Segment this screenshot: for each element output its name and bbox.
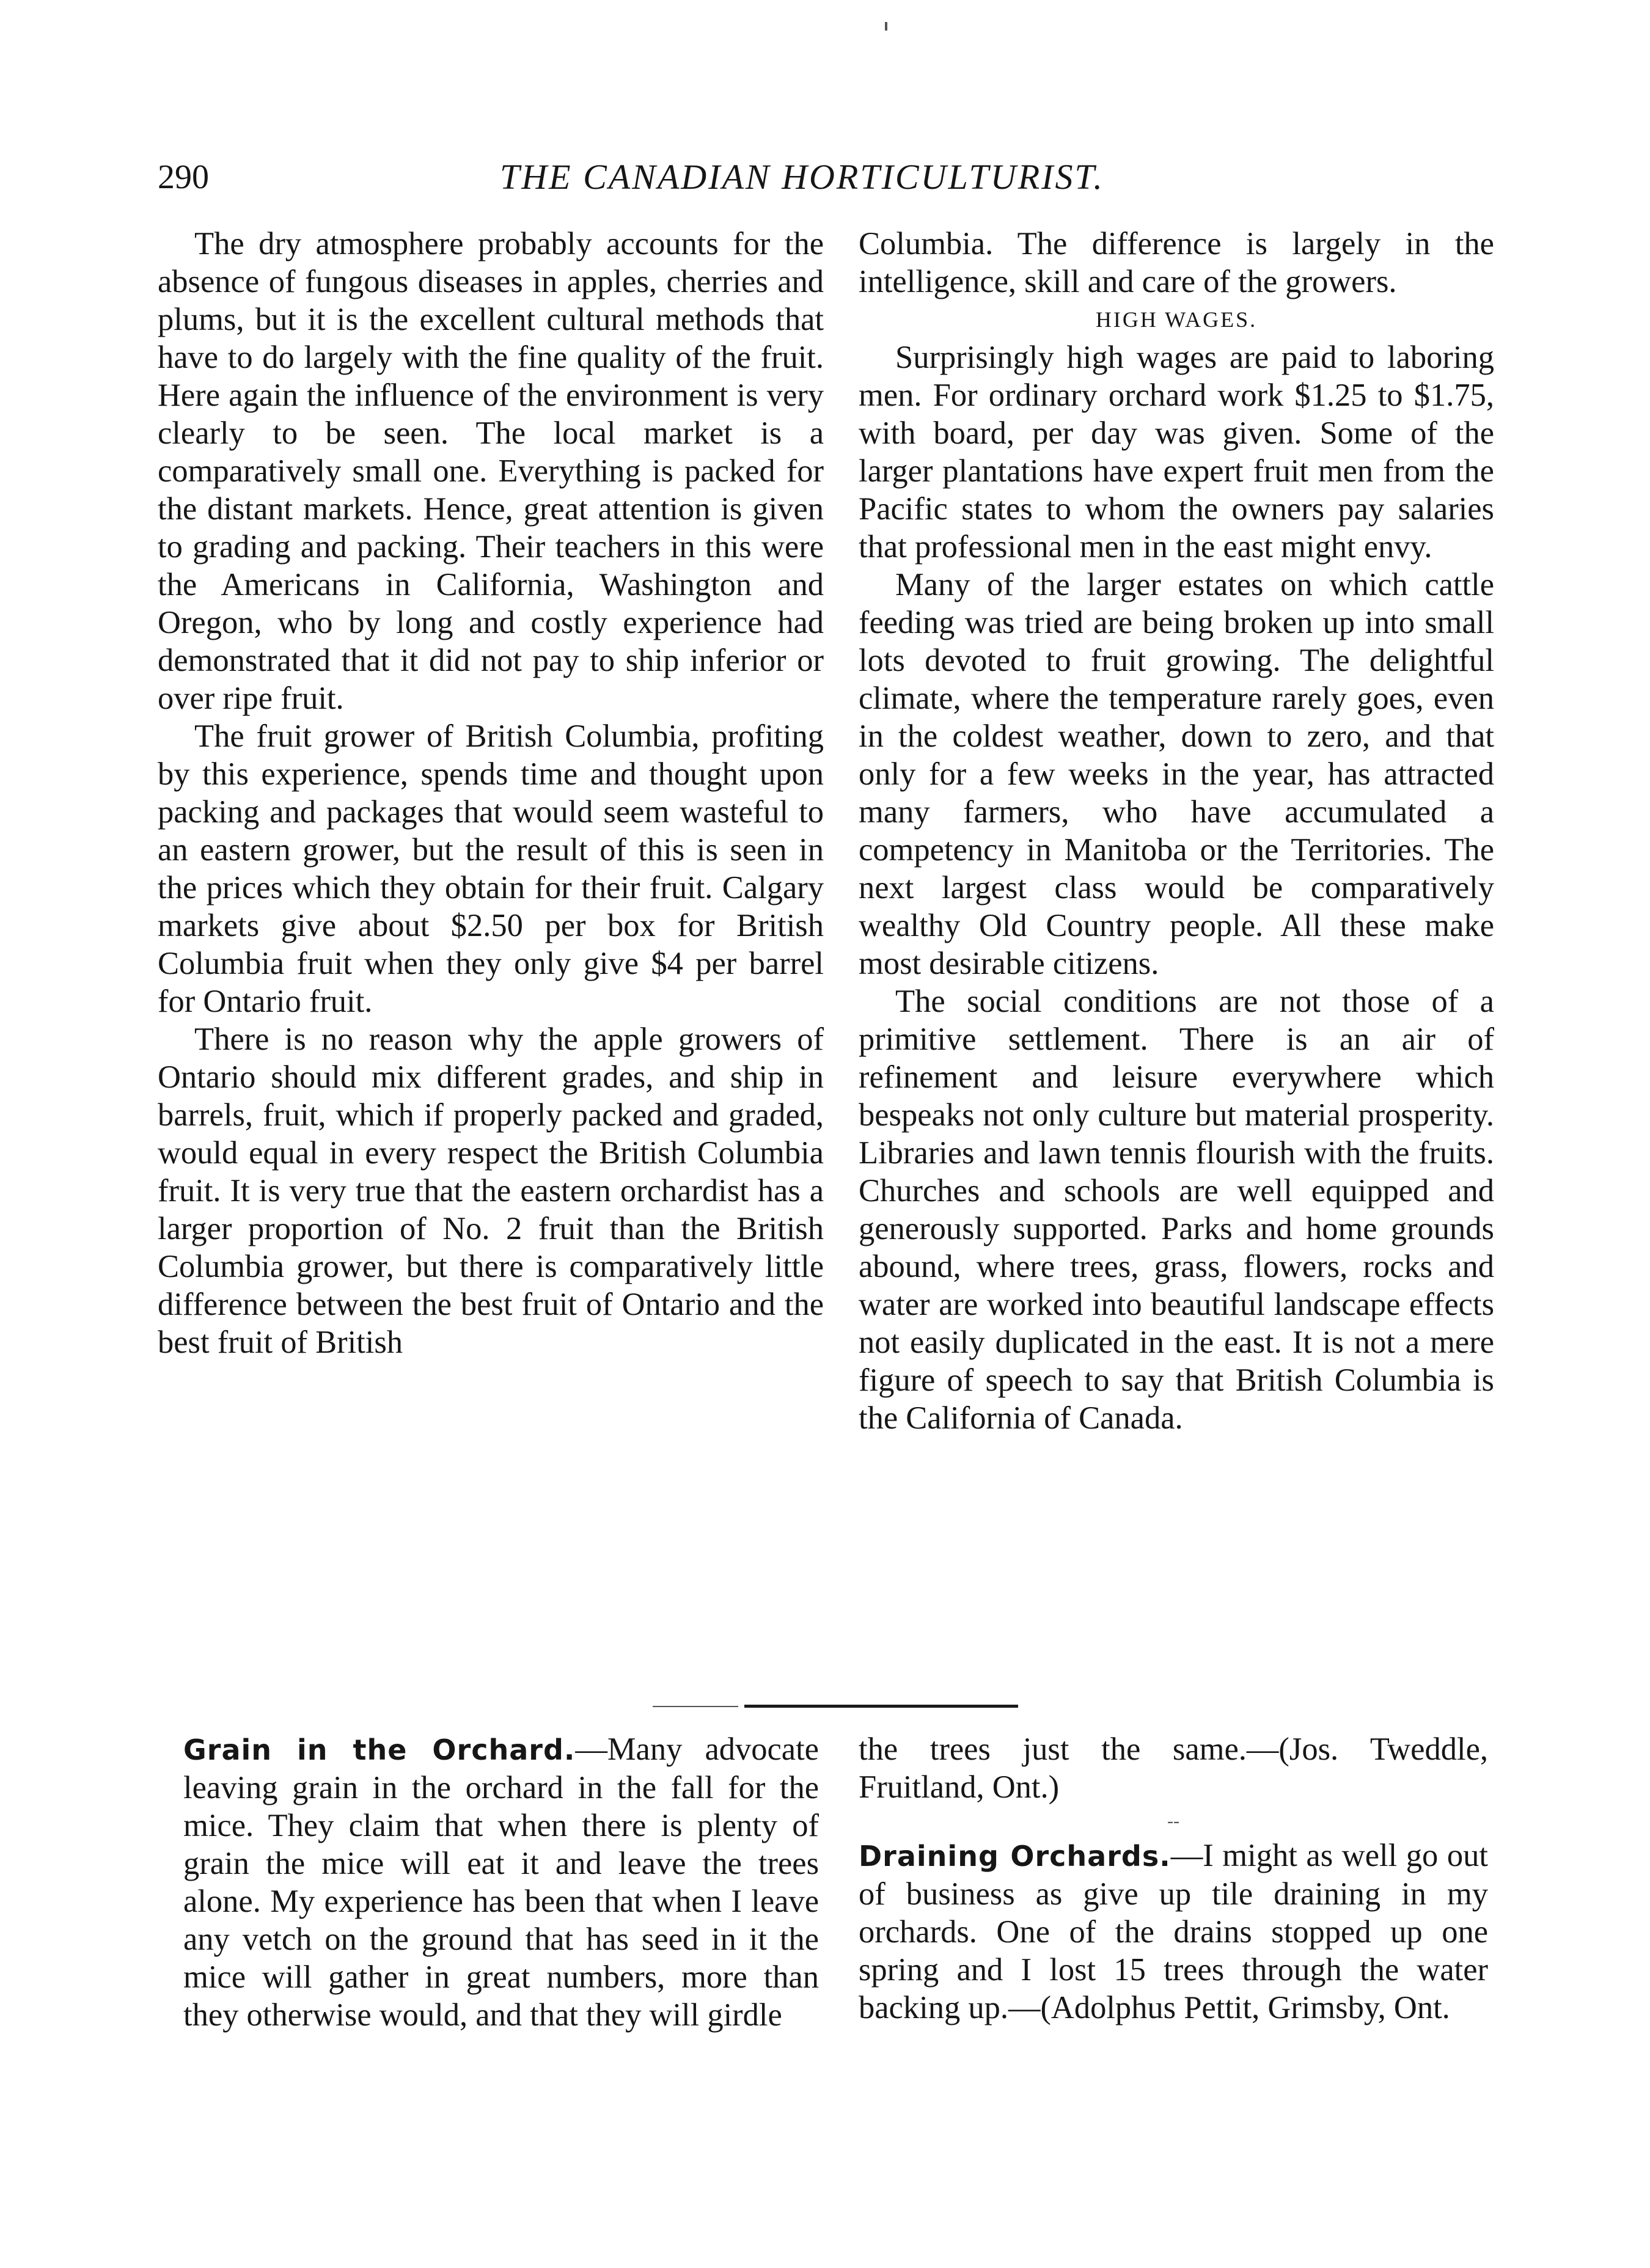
- paragraph: The social conditions are not those of a primitive settlement. There is an air of refinement and leisure everywhere which bespeaks not only culture but material prosperity. Libraries and lawn tennis flourish with the fruits. Churches and schools are well equipped and generously supported. Parks and home grounds abound, where trees, grass, flowers, rocks and water are worked into beautiful landscape effects not easily duplicated in the east. It is not a mere figure of speech to say that British Columbia is the California of Canada.: [859, 984, 1494, 1436]
- note-title: Draining Orchards.: [859, 1840, 1171, 1873]
- running-header: [158, 153, 1496, 202]
- divider-thin-rule: [653, 1706, 738, 1707]
- note-grain: [183, 1730, 819, 2034]
- paragraph: Many of the larger estates on which cattle feeding was tried are being broken up into small lots devoted to fruit growing. The delightful climate, where the temperature rarely goes, even in the coldest weather, down to zero, and that only for a few weeks in the year, has attracted many farmers, who have accumulated a competency in Manitoba or the Territories. The next largest class would be comparatively wealthy Old Country people. All these make most desirable citizens.: [859, 567, 1494, 981]
- print-speck: [885, 22, 887, 31]
- note-draining: [859, 1837, 1488, 2027]
- notes-right-column: [859, 1730, 1488, 2027]
- notes-left-column: [183, 1730, 819, 2034]
- section-divider: [653, 1705, 1018, 1708]
- paragraph: There is no reason why the apple growers of Ontario should mix different grades, and ship in barrels, fruit, which if properly packed and graded, would equal in every respect the British Columbia fruit. It is very true that the eastern orchardist has a larger proportion of No. 2 fruit than the British Columbia grower, but there is comparatively little difference between the best fruit of Ontario and the best fruit of British: [158, 1022, 824, 1360]
- paragraph: Surprisingly high wages are paid to laboring men. For ordinary orchard work $1.25 to $1.75, with board, per day was given. Some of the larger plantations have expert fruit men from the Pacific states to whom the owners pay salaries that professional men in the east might envy.: [859, 340, 1494, 565]
- running-title: THE CANADIAN HORTICULTURIST.: [500, 157, 1104, 197]
- article-left-column: [158, 225, 824, 1361]
- page-number: 290: [158, 158, 209, 196]
- article-right-column: [859, 225, 1494, 1437]
- section-subheading: HIGH WAGES.: [1095, 307, 1258, 332]
- paragraph-continuation: Columbia. The difference is largely in the intelligence, skill and care of the growers.: [859, 226, 1494, 299]
- note-text: —Many advocate leaving grain in the orchard in the fall for the mice. They claim that when there is plenty of grain the mice will eat it and leave the trees alone. My experience has been that when I leave any vetch on the ground that has seed in it the mice will gather in great numbers, more than they otherwise would, and that they will girdle: [183, 1732, 819, 2033]
- divider-thick-rule: [744, 1705, 1018, 1708]
- paragraph: The dry atmosphere probably accounts for the absence of fungous diseases in apples, cherries and plums, but it is the excellent cultural methods that have to do largely with the fine quality of the fruit. Here again the influence of the environment is very clearly to be seen. The local market is a comparatively small one. Everything is packed for the distant markets. Hence, great attention is given to grading and packing. Their teachers in this were the Americans in California, Washington and Oregon, who by long and costly experience had demonstrated that it did not pay to ship inferior or over ripe fruit.: [158, 226, 824, 716]
- note-continuation: the trees just the same.—(Jos. Tweddle, Fruitland, Ont.): [859, 1732, 1488, 1805]
- note-text: —I might as well go out of business as give up tile draining in my orchards. One of the drains stopped up one spring and I lost 15 trees through the water backing up.—(Adolphus Pettit, Grimsby, Ont.: [859, 1838, 1489, 2025]
- note-title: Grain in the Orchard.: [183, 1733, 576, 1766]
- note-separator: --: [1167, 1811, 1179, 1831]
- paragraph: The fruit grower of British Columbia, profiting by this experience, spends time and thought upon packing and packages that would seem wasteful to an eastern grower, but the result of this is seen in the prices which they obtain for their fruit. Calgary markets give about $2.50 per box for British Columbia fruit when they only give $4 per barrel for Ontario fruit.: [158, 719, 824, 1019]
